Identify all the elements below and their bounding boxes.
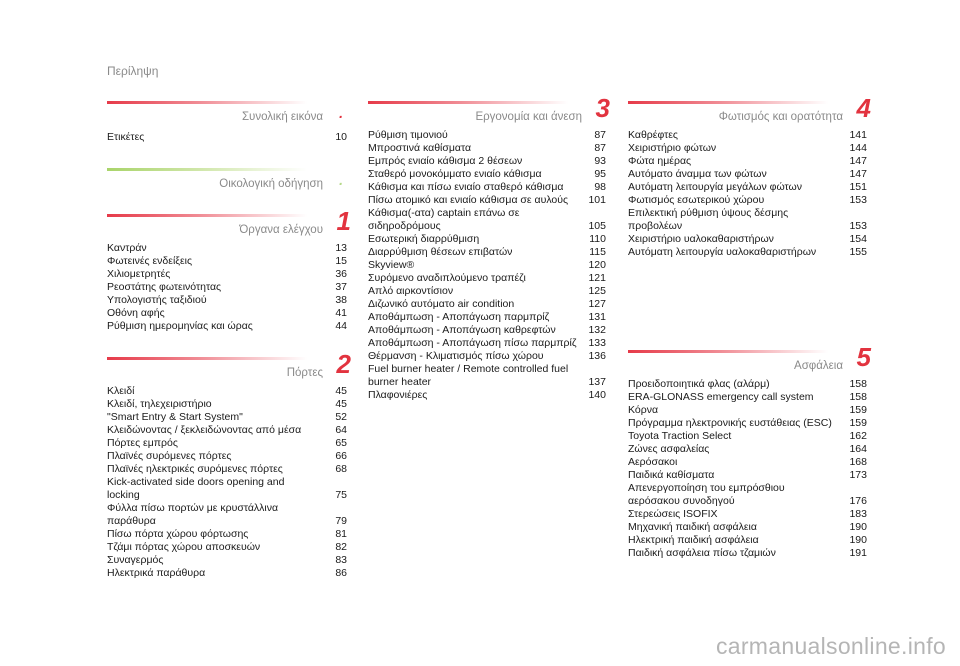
section-title: Συνολική εικόνα xyxy=(241,111,323,123)
section-title: Όργανα ελέγχου xyxy=(239,224,323,236)
toc-entry-label: Fuel burner heater / Remote controlled fuel burner heater xyxy=(368,363,569,388)
toc-entry[interactable] xyxy=(107,268,347,281)
toc-entry[interactable] xyxy=(628,430,867,443)
toc-entry-label: "Smart Entry & Start System" xyxy=(107,411,243,423)
toc-entry-page: 101 xyxy=(588,194,606,206)
toc-entry-label: Ρύθμιση τιμονιού xyxy=(368,129,448,141)
toc-entry-page: 140 xyxy=(588,389,606,401)
toc-entry-page: 133 xyxy=(588,337,606,349)
toc-entry-label: Σταθερό μονοκόμματο ενιαίο κάθισμα xyxy=(368,168,542,180)
section-title: Πόρτες xyxy=(286,367,323,379)
toc-entry[interactable] xyxy=(368,246,606,259)
toc-entry-label: Μηχανική παιδική ασφάλεια xyxy=(628,521,757,533)
section-number: . xyxy=(339,105,343,121)
section-header xyxy=(107,349,351,391)
toc-entry[interactable] xyxy=(628,456,867,469)
toc-entry-label: Κλειδί, τηλεχειριστήριο xyxy=(107,398,212,410)
toc-entry-label: Αυτόματη λειτουργία υαλοκαθαριστήρων xyxy=(628,246,817,258)
toc-entry-page: 131 xyxy=(588,311,606,323)
section-bar xyxy=(107,214,307,217)
toc-entry-label: Απενεργοποίηση του εμπρόσθιου αερόσακου συνοδηγού xyxy=(628,482,785,507)
toc-entry-label: Τζάμι πόρτας χώρου αποσκευών xyxy=(107,541,261,553)
toc-entry-page: 164 xyxy=(849,443,867,455)
section-doors xyxy=(107,349,351,580)
toc-entry-label: ERA-GLONASS emergency call system xyxy=(628,391,814,403)
toc-entry-label: Φωτεινές ενδείξεις xyxy=(107,255,193,267)
page-title: Περίληψη xyxy=(107,64,159,78)
toc-entry[interactable] xyxy=(368,142,606,155)
toc-entry[interactable] xyxy=(368,181,606,194)
toc-entry[interactable] xyxy=(368,324,606,337)
toc-entry-label: Επιλεκτική ρύθμιση ύψους δέσμης προβολέων xyxy=(628,207,789,232)
toc-entry-label: Αποθάμπωση - Αποπάγωση πίσω παρμπρίζ xyxy=(368,337,577,349)
toc-entry-label: Κλειδώνοντας / ξεκλειδώνοντας από μέσα xyxy=(107,424,302,436)
toc-entry-label: Μπροστινά καθίσματα xyxy=(368,142,472,154)
toc-entry[interactable] xyxy=(107,424,347,437)
section-header xyxy=(107,101,347,135)
toc-entry[interactable] xyxy=(107,463,347,476)
section-header xyxy=(628,93,871,135)
toc-entry[interactable] xyxy=(628,443,867,456)
toc-entry-page: 162 xyxy=(849,430,867,442)
toc-entry[interactable] xyxy=(368,233,606,246)
toc-entry-label: Κλειδί xyxy=(107,385,135,397)
toc-entry-label: Οθόνη αφής xyxy=(107,307,165,319)
toc-entry-page: 127 xyxy=(588,298,606,310)
section-number: 5 xyxy=(856,342,871,372)
toc-entry-page: 144 xyxy=(849,142,867,154)
toc-entry[interactable] xyxy=(368,389,606,402)
toc-entry-label: Πλαϊνές ηλεκτρικές συρόμενες πόρτες xyxy=(107,463,283,475)
toc-entry[interactable] xyxy=(368,350,606,363)
toc-entry-label: Συρόμενο αναδιπλούμενο τραπέζι xyxy=(368,272,526,284)
section-header xyxy=(628,342,871,384)
toc-entry[interactable] xyxy=(368,285,606,298)
toc-entry-label: Χειριστήριο φώτων xyxy=(628,142,717,154)
toc-entry-label: Πρόγραμμα ηλεκτρονικής ευστάθειας (ESC) xyxy=(628,417,832,429)
toc-entry-label: Χειριστήριο υαλοκαθαριστήρων xyxy=(628,233,774,245)
toc-entry-page: 183 xyxy=(849,508,867,520)
section-overview xyxy=(107,101,347,144)
toc-list xyxy=(368,129,606,402)
toc-entry-label: Toyota Traction Select xyxy=(628,430,732,442)
toc-entry[interactable] xyxy=(628,142,867,155)
toc-entry-label: Καντράν xyxy=(107,242,147,254)
toc-entry-page: 190 xyxy=(849,521,867,533)
toc-entry-label: Φωτισμός εσωτερικού χώρου xyxy=(628,194,765,206)
toc-entry[interactable] xyxy=(107,541,347,554)
toc-entry-label: Skyview® xyxy=(368,259,415,271)
toc-entry-page: 176 xyxy=(849,495,867,507)
toc-entry-page: 44 xyxy=(335,320,347,332)
toc-entry[interactable] xyxy=(628,521,867,534)
section-instruments xyxy=(107,206,351,333)
toc-entry-page: 65 xyxy=(335,437,347,449)
toc-entry-label: Θέρμανση - Κλιματισμός πίσω χώρου xyxy=(368,350,544,362)
toc-entry-page: 125 xyxy=(588,285,606,297)
toc-entry[interactable] xyxy=(628,417,867,430)
toc-entry-label: Αυτόματη λειτουργία μεγάλων φώτων xyxy=(628,181,802,193)
toc-list xyxy=(628,129,867,259)
toc-entry-page: 81 xyxy=(335,528,347,540)
toc-entry-label: Εμπρός ενιαίο κάθισμα 2 θέσεων xyxy=(368,155,523,167)
toc-entry[interactable] xyxy=(628,534,867,547)
watermark: carmanualsonline.info xyxy=(715,633,946,659)
toc-entry-page: 132 xyxy=(588,324,606,336)
section-eco-driving xyxy=(107,168,347,202)
section-bar xyxy=(107,357,307,360)
section-bar xyxy=(628,350,828,353)
toc-entry-page: 98 xyxy=(594,181,606,193)
toc-entry-page: 93 xyxy=(594,155,606,167)
toc-entry[interactable] xyxy=(368,337,606,350)
section-ergonomics xyxy=(368,93,610,402)
toc-entry-page: 95 xyxy=(594,168,606,180)
toc-entry[interactable] xyxy=(107,554,347,567)
toc-entry-label: Ρύθμιση ημερομηνίας και ώρας xyxy=(107,320,253,332)
toc-entry-label: Κάθισμα(-ατα) captain επάνω σε σιδηροδρόμους xyxy=(368,207,520,232)
toc-list xyxy=(107,385,347,580)
toc-entry-page: 82 xyxy=(335,541,347,553)
toc-entry-label: Ετικέτες xyxy=(107,131,145,143)
toc-entry-label: Αυτόματο άναμμα των φώτων xyxy=(628,168,767,180)
toc-entry[interactable] xyxy=(107,437,347,450)
toc-entry-label: Ηλεκτρική παιδική ασφάλεια xyxy=(628,534,759,546)
toc-entry[interactable] xyxy=(107,294,347,307)
toc-entry[interactable] xyxy=(107,398,347,411)
toc-entry-label: Στερεώσεις ISOFIX xyxy=(628,508,718,520)
toc-entry-page: 115 xyxy=(589,246,606,258)
toc-entry-label: Διζωνικό αυτόματο air condition xyxy=(368,298,515,310)
toc-entry[interactable] xyxy=(368,363,606,389)
toc-list xyxy=(628,378,867,560)
toc-entry-label: Παιδικά καθίσματα xyxy=(628,469,715,481)
toc-entry-label: Ρεοστάτης φωτεινότητας xyxy=(107,281,222,293)
toc-entry-label: Κόρνα xyxy=(628,404,659,416)
toc-entry-page: 158 xyxy=(849,391,867,403)
toc-entry[interactable] xyxy=(628,181,867,194)
toc-entry[interactable] xyxy=(628,508,867,521)
toc-entry-page: 141 xyxy=(849,129,867,141)
toc-entry[interactable] xyxy=(107,320,347,333)
toc-entry-label: Αερόσακοι xyxy=(628,456,678,468)
toc-entry[interactable] xyxy=(628,469,867,482)
toc-entry-page: 110 xyxy=(589,233,606,245)
toc-entry-page: 190 xyxy=(849,534,867,546)
toc-entry-page: 168 xyxy=(849,456,867,468)
toc-list xyxy=(107,242,347,333)
toc-entry[interactable] xyxy=(628,547,867,560)
toc-entry-label: Ζώνες ασφαλείας xyxy=(628,443,710,455)
section-number: . xyxy=(339,172,343,188)
toc-entry-label: Πλαϊνές συρόμενες πόρτες xyxy=(107,450,232,462)
toc-entry-label: Φύλλα πίσω πορτών με κρυστάλλινα παράθυρα xyxy=(107,502,279,527)
toc-entry[interactable] xyxy=(368,311,606,324)
section-bar xyxy=(107,168,307,171)
toc-entry-page: 191 xyxy=(849,547,867,559)
toc-entry[interactable] xyxy=(368,259,606,272)
toc-entry[interactable] xyxy=(628,404,867,417)
toc-entry-label: Διαρρύθμιση θέσεων επιβατών xyxy=(368,246,513,258)
toc-entry-page: 153 xyxy=(849,194,867,206)
toc-entry[interactable] xyxy=(107,281,347,294)
toc-entry-page: 151 xyxy=(849,181,867,193)
toc-entry-label: Συναγερμός xyxy=(107,554,164,566)
section-bar xyxy=(107,101,307,104)
toc-entry-label: Εσωτερική διαρρύθμιση xyxy=(368,233,480,245)
toc-entry-page: 10 xyxy=(335,131,347,143)
toc-entry-page: 41 xyxy=(335,307,347,319)
toc-entry[interactable] xyxy=(368,155,606,168)
toc-entry-page: 155 xyxy=(849,246,867,258)
toc-entry-label: Ηλεκτρικά παράθυρα xyxy=(107,567,206,579)
toc-entry-label: Προειδοποιητικά φλας (αλάρμ) xyxy=(628,378,770,390)
toc-entry-page: 13 xyxy=(335,242,347,254)
section-number: 4 xyxy=(856,93,871,123)
toc-entry-page: 86 xyxy=(335,567,347,579)
toc-entry[interactable] xyxy=(368,207,606,233)
toc-entry[interactable] xyxy=(628,155,867,168)
toc-entry-label: Καθρέφτες xyxy=(628,129,678,141)
toc-entry-page: 147 xyxy=(849,168,867,180)
toc-entry[interactable] xyxy=(628,194,867,207)
toc-entry-label: Πόρτες εμπρός xyxy=(107,437,178,449)
toc-entry-label: Αποθάμπωση - Αποπάγωση παρμπρίζ xyxy=(368,311,550,323)
toc-entry[interactable] xyxy=(628,168,867,181)
toc-entry-page: 147 xyxy=(849,155,867,167)
toc-entry-label: Αποθάμπωση - Αποπάγωση καθρεφτών xyxy=(368,324,556,336)
toc-entry-page: 64 xyxy=(335,424,347,436)
section-header xyxy=(107,206,351,248)
toc-entry-page: 158 xyxy=(849,378,867,390)
section-number: 2 xyxy=(336,349,351,379)
toc-entry-label: Κάθισμα και πίσω ενιαίο σταθερό κάθισμα xyxy=(368,181,564,193)
toc-entry-page: 120 xyxy=(588,259,606,271)
toc-entry-label: Παιδική ασφάλεια πίσω τζαμιών xyxy=(628,547,776,559)
section-lighting xyxy=(628,93,871,259)
toc-entry[interactable] xyxy=(107,567,347,580)
section-header xyxy=(107,168,347,202)
toc-entry[interactable] xyxy=(107,528,347,541)
toc-entry[interactable] xyxy=(368,194,606,207)
toc-entry[interactable] xyxy=(107,255,347,268)
toc-entry-page: 159 xyxy=(849,404,867,416)
toc-entry[interactable] xyxy=(107,450,347,463)
toc-entry[interactable] xyxy=(628,233,867,246)
toc-entry[interactable] xyxy=(628,246,867,259)
toc-entry[interactable] xyxy=(368,168,606,181)
toc-entry-page: 105 xyxy=(588,220,606,232)
toc-entry-page: 45 xyxy=(335,398,347,410)
toc-entry-page: 15 xyxy=(335,255,347,267)
toc-entry-page: 121 xyxy=(588,272,606,284)
toc-entry-page: 173 xyxy=(849,469,867,481)
toc-entry-page: 66 xyxy=(335,450,347,462)
toc-entry-page: 153 xyxy=(849,220,867,232)
toc-entry-label: Kick-activated side doors opening and locking xyxy=(107,476,285,501)
toc-entry-page: 136 xyxy=(588,350,606,362)
toc-entry-label: Απλό αιρκοντίσιον xyxy=(368,285,454,297)
section-title: Οικολογική οδήγηση xyxy=(219,178,323,190)
toc-entry-page: 83 xyxy=(335,554,347,566)
toc-entry-page: 159 xyxy=(849,417,867,429)
toc-entry[interactable] xyxy=(628,391,867,404)
toc-entry-page: 38 xyxy=(335,294,347,306)
toc-entry-page: 45 xyxy=(335,385,347,397)
toc-entry-page: 79 xyxy=(335,515,347,527)
section-bar xyxy=(628,101,828,104)
toc-entry-label: Φώτα ημέρας xyxy=(628,155,692,167)
section-title: Ασφάλεια xyxy=(794,360,843,372)
toc-entry-page: 87 xyxy=(594,142,606,154)
toc-entry-label: Πίσω ατομικό και ενιαίο κάθισμα σε αυλούς xyxy=(368,194,569,206)
section-bar xyxy=(368,101,568,104)
toc-entry[interactable] xyxy=(628,482,867,508)
section-title: Εργονομία και άνεση xyxy=(475,111,582,123)
toc-entry-label: Πλαφονιέρες xyxy=(368,389,428,401)
section-header xyxy=(368,93,610,135)
section-safety xyxy=(628,342,871,560)
toc-entry[interactable] xyxy=(107,307,347,320)
toc-entry-page: 37 xyxy=(335,281,347,293)
toc-entry[interactable] xyxy=(107,476,347,502)
toc-entry[interactable] xyxy=(107,502,347,528)
toc-entry-page: 68 xyxy=(335,463,347,475)
toc-entry[interactable] xyxy=(107,411,347,424)
toc-entry-label: Υπολογιστής ταξιδιού xyxy=(107,294,207,306)
section-number: 1 xyxy=(336,206,351,236)
toc-entry-page: 52 xyxy=(335,411,347,423)
toc-entry-page: 137 xyxy=(588,376,606,388)
toc-entry[interactable] xyxy=(368,298,606,311)
toc-entry-page: 154 xyxy=(849,233,867,245)
toc-entry-page: 87 xyxy=(594,129,606,141)
toc-entry[interactable] xyxy=(628,207,867,233)
toc-entry-label: Χιλιομετρητές xyxy=(107,268,171,280)
toc-entry-page: 75 xyxy=(335,489,347,501)
toc-entry-page: 36 xyxy=(335,268,347,280)
toc-entry[interactable] xyxy=(368,272,606,285)
section-number: 3 xyxy=(595,93,610,123)
section-title: Φωτισμός και ορατότητα xyxy=(718,111,843,123)
toc-entry-label: Πίσω πόρτα χώρου φόρτωσης xyxy=(107,528,249,540)
